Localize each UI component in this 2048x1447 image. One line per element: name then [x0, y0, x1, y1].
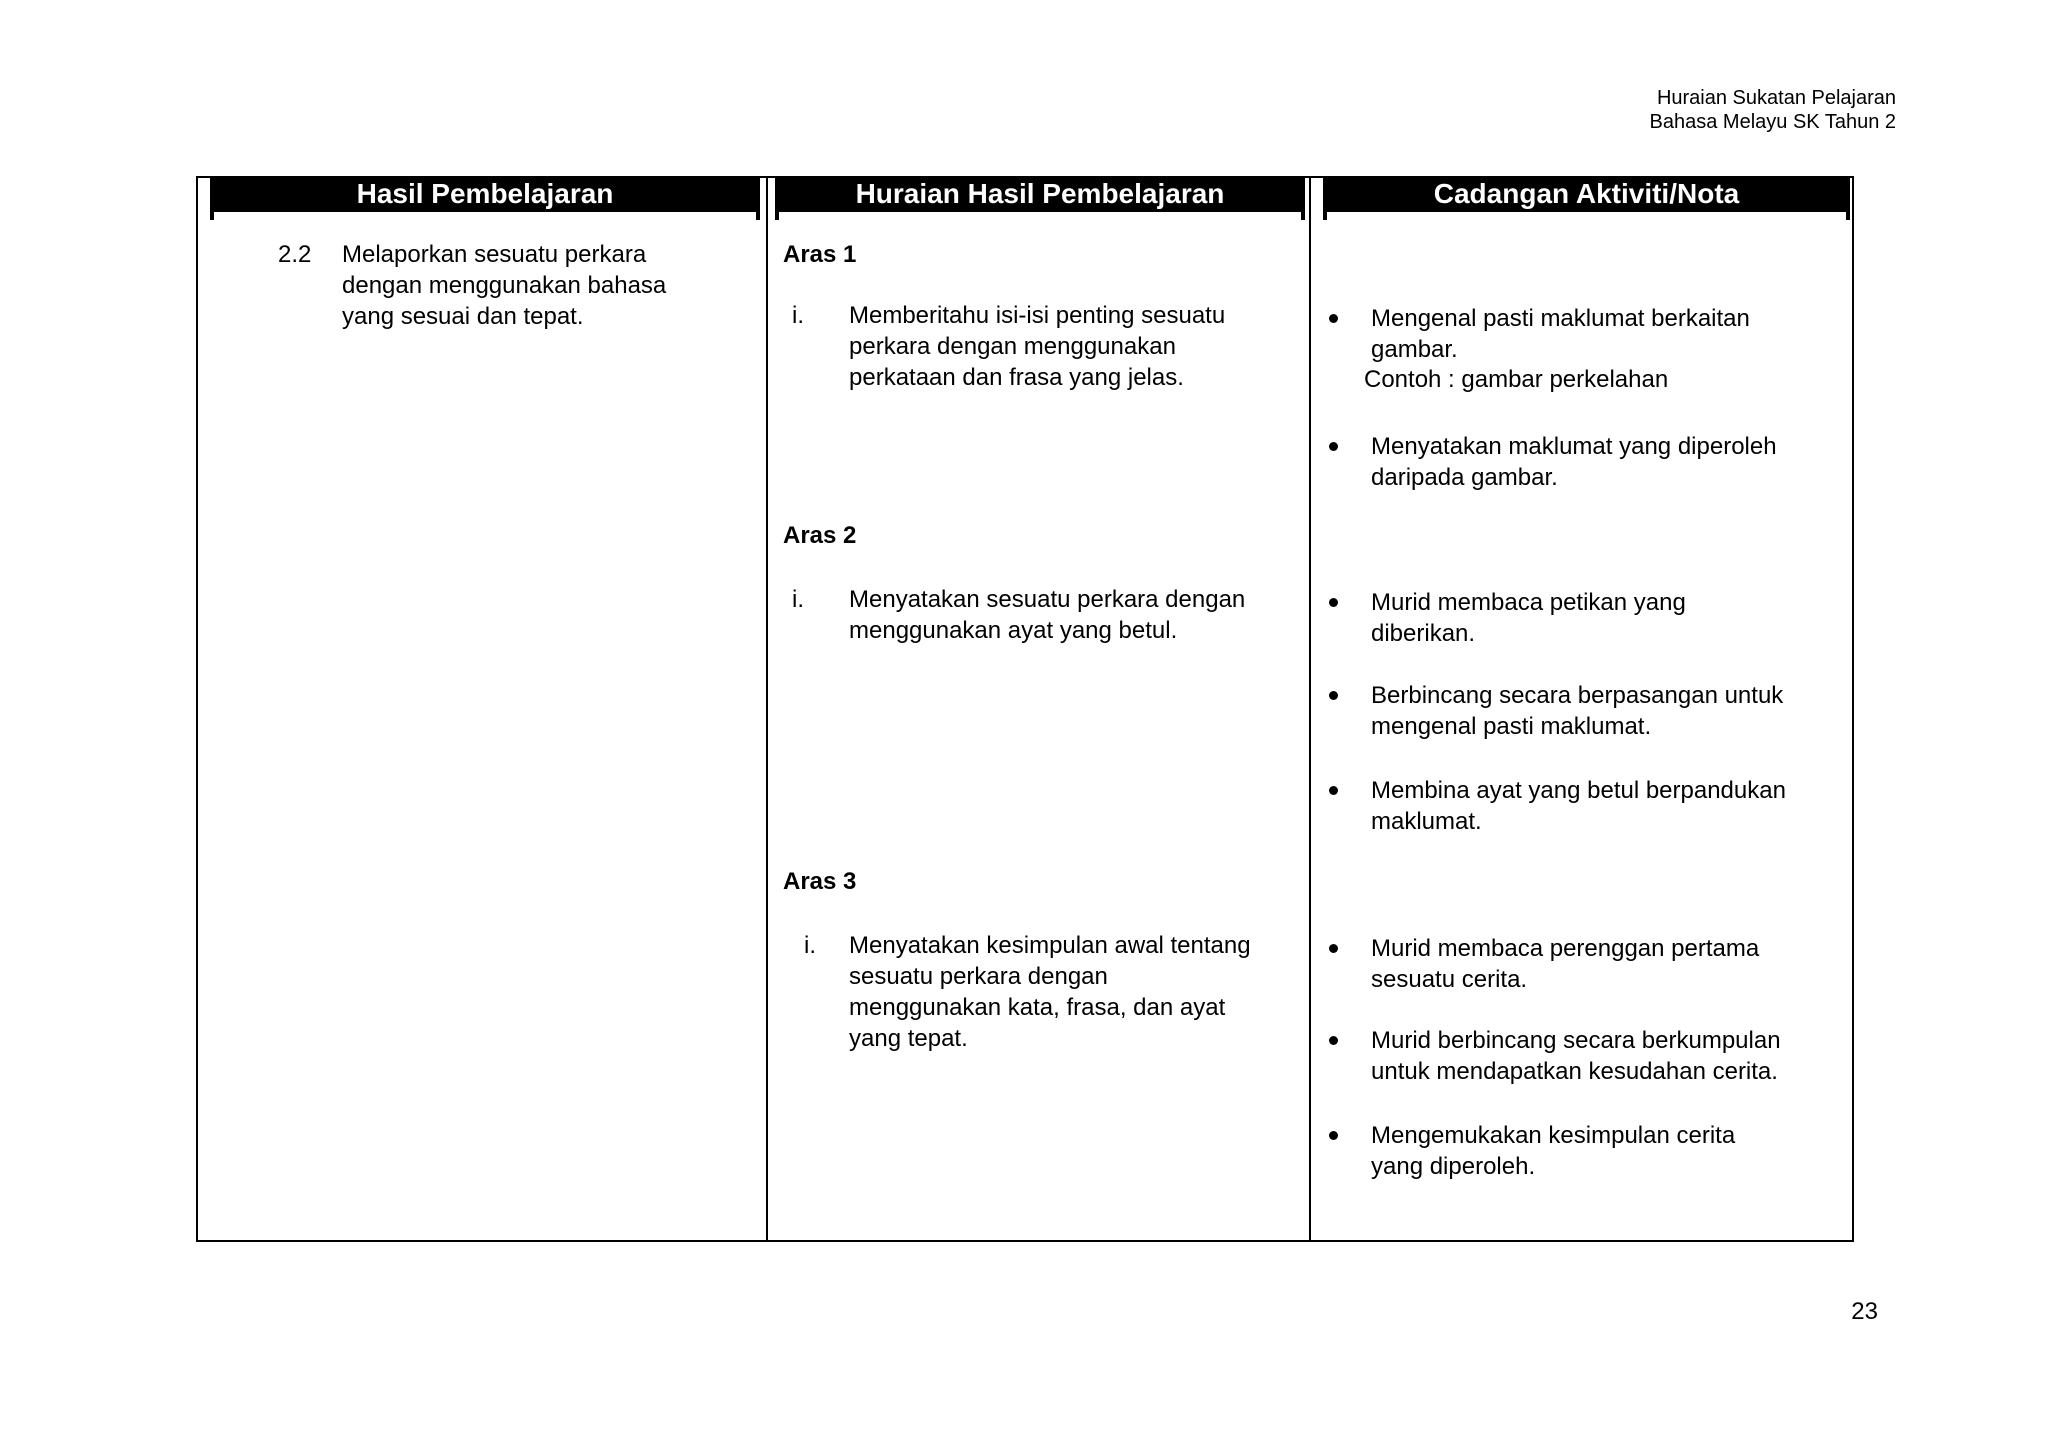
activity-item	[1371, 431, 1777, 493]
level-item-marker: i.	[792, 586, 804, 613]
column-divider	[766, 176, 768, 1242]
bullet-icon	[1329, 944, 1338, 953]
activity-line: Mengemukakan kesimpulan cerita	[1371, 1122, 1736, 1149]
activity-item	[1371, 933, 1759, 995]
bullet-icon	[1329, 442, 1338, 451]
activity-note: Contoh : gambar perkelahan	[1364, 366, 1669, 393]
bullet-icon	[1329, 786, 1338, 795]
activity-item	[1371, 1120, 1735, 1182]
bullet-icon	[1329, 1036, 1338, 1045]
activity-line: Membina ayat yang betul berpandukan	[1371, 777, 1786, 804]
outcome-line: Melaporkan sesuatu perkara	[342, 241, 647, 268]
activity-item	[1371, 303, 1750, 365]
activity-line: Berbincang secara berpasangan untuk	[1371, 682, 1784, 709]
activity-line: mengenal pasti maklumat.	[1371, 713, 1652, 740]
level-heading: Aras 2	[783, 522, 857, 549]
level-item-line: Menyatakan sesuatu perkara dengan	[849, 586, 1246, 613]
column-header-huraian: Huraian Hasil Pembelajaran	[775, 176, 1305, 212]
activity-line: maklumat.	[1371, 808, 1482, 835]
activity-item	[1371, 680, 1783, 742]
bullet-icon	[1329, 314, 1338, 323]
activity-line: yang diperoleh.	[1371, 1153, 1536, 1180]
level-item-line: perkara dengan menggunakan	[849, 333, 1176, 360]
activity-line: sesuatu cerita.	[1371, 966, 1528, 993]
activity-line: gambar.	[1371, 336, 1458, 363]
outcome-number: 2.2	[278, 241, 312, 268]
level-item-line: sesuatu perkara dengan	[849, 963, 1108, 990]
header-title-line2: Bahasa Melayu SK Tahun 2	[1649, 111, 1896, 133]
level-item-line: menggunakan ayat yang betul.	[849, 617, 1178, 644]
level-heading: Aras 3	[783, 868, 857, 895]
activity-line: Murid membaca perenggan pertama	[1371, 935, 1760, 962]
level-item-line: Memberitahu isi-isi penting sesuatu	[849, 302, 1226, 329]
level-item-text	[849, 584, 1245, 646]
column-header-hasil: Hasil Pembelajaran	[210, 176, 760, 212]
level-item-line: yang tepat.	[849, 1025, 968, 1052]
level-item-text	[849, 930, 1251, 1054]
outcome-text	[342, 239, 666, 332]
activity-item	[1371, 1025, 1781, 1087]
bullet-icon	[1329, 691, 1338, 700]
level-item-line: menggunakan kata, frasa, dan ayat	[849, 994, 1226, 1021]
page-number: 23	[1851, 1298, 1878, 1325]
activity-item	[1371, 775, 1786, 837]
activity-line: daripada gambar.	[1371, 464, 1558, 491]
activity-line: Murid membaca petikan yang	[1371, 589, 1686, 616]
activity-item	[1371, 587, 1686, 649]
activity-line: untuk mendapatkan kesudahan cerita.	[1371, 1058, 1778, 1085]
level-item-line: perkataan dan frasa yang jelas.	[849, 364, 1184, 391]
bullet-icon	[1329, 1131, 1338, 1140]
header-title-line1: Huraian Sukatan Pelajaran	[1656, 87, 1896, 109]
column-header-aktiviti: Cadangan Aktiviti/Nota	[1323, 176, 1850, 212]
activity-line: Murid berbincang secara berkumpulan	[1371, 1027, 1781, 1054]
outcome-line: yang sesuai dan tepat.	[342, 303, 584, 330]
activity-line: diberikan.	[1371, 620, 1476, 647]
bullet-icon	[1329, 598, 1338, 607]
activity-line: Mengenal pasti maklumat berkaitan	[1371, 305, 1750, 332]
document-header	[1650, 86, 1896, 134]
level-heading: Aras 1	[783, 241, 857, 268]
level-item-text	[849, 300, 1225, 393]
outcome-line: dengan menggunakan bahasa	[342, 272, 667, 299]
column-divider	[1309, 176, 1311, 1242]
level-item-marker: i.	[792, 302, 804, 329]
activity-line: Menyatakan maklumat yang diperoleh	[1371, 433, 1777, 460]
level-item-line: Menyatakan kesimpulan awal tentang	[849, 932, 1251, 959]
level-item-marker: i.	[804, 932, 816, 959]
